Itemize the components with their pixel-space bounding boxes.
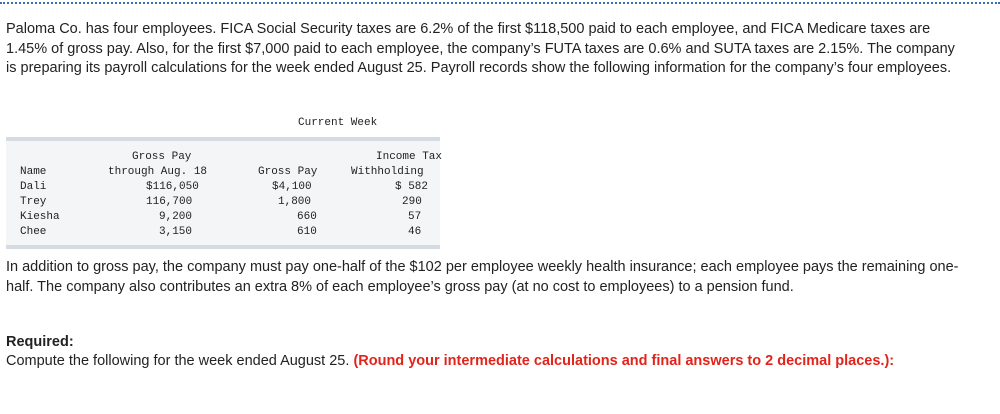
row-gross-pay: 610 bbox=[297, 226, 317, 238]
header-withholding-line2: Withholding bbox=[351, 166, 424, 178]
row-withholding: 57 bbox=[408, 211, 422, 223]
header-gross-pay: Gross Pay bbox=[258, 166, 318, 178]
row-name: Chee bbox=[20, 226, 47, 238]
header-gross-to-date-line2: through Aug. 18 bbox=[108, 166, 208, 178]
row-gross-pay: 660 bbox=[297, 211, 317, 223]
required-text bbox=[6, 352, 966, 372]
row-name: Trey bbox=[20, 196, 47, 208]
problem-intro: Paloma Co. has four employees. FICA Social Security taxes are 6.2% of the first $118,500 paid to each employee, and FICA Medicare taxes are 1.45% of gross pay. Also, for the first $7,000 paid to each employee, the company’s FUTA taxes are 0.6% and SUTA taxes are 2.15%. The company is preparing its payroll calculations for the week ended August 25. Payroll records show the following information for the company’s four employees. bbox=[6, 21, 955, 76]
row-name: Dali bbox=[20, 181, 47, 193]
table-bottom-bar bbox=[6, 245, 440, 249]
table-group-header-row bbox=[6, 116, 440, 137]
rounding-instruction: (Round your intermediate calculations and final answers to 2 decimal places.): bbox=[353, 353, 895, 369]
header-gross-to-date-line1: Gross Pay bbox=[132, 151, 192, 163]
row-gross-to-date: 116,700 bbox=[146, 196, 193, 208]
required-instruction: Compute the following for the week ended August 25. bbox=[6, 353, 350, 369]
row-withholding: 290 bbox=[402, 196, 422, 208]
row-withholding: $ 582 bbox=[395, 181, 429, 193]
payroll-table bbox=[6, 116, 443, 249]
row-gross-to-date: 9,200 bbox=[159, 211, 193, 223]
required-title: Required: bbox=[6, 334, 74, 350]
top-divider bbox=[0, 2, 1000, 4]
row-gross-pay: 1,800 bbox=[278, 196, 312, 208]
row-gross-to-date: $116,050 bbox=[146, 181, 199, 193]
current-week-header: Current Week bbox=[298, 117, 378, 129]
row-gross-pay: $4,100 bbox=[272, 181, 312, 193]
row-withholding: 46 bbox=[408, 226, 422, 238]
row-name: Kiesha bbox=[20, 211, 60, 223]
table-body bbox=[6, 141, 443, 245]
header-name: Name bbox=[20, 166, 47, 178]
row-gross-to-date: 3,150 bbox=[159, 226, 193, 238]
header-withholding-line1: Income Tax bbox=[376, 151, 443, 163]
additional-info: In addition to gross pay, the company must pay one-half of the $102 per employee weekly health insurance; each employee pays the remaining one-half. The company also contributes an extra 8% of each employee’s gross pay (at no cost to employees) to a pension fund. bbox=[6, 259, 959, 295]
